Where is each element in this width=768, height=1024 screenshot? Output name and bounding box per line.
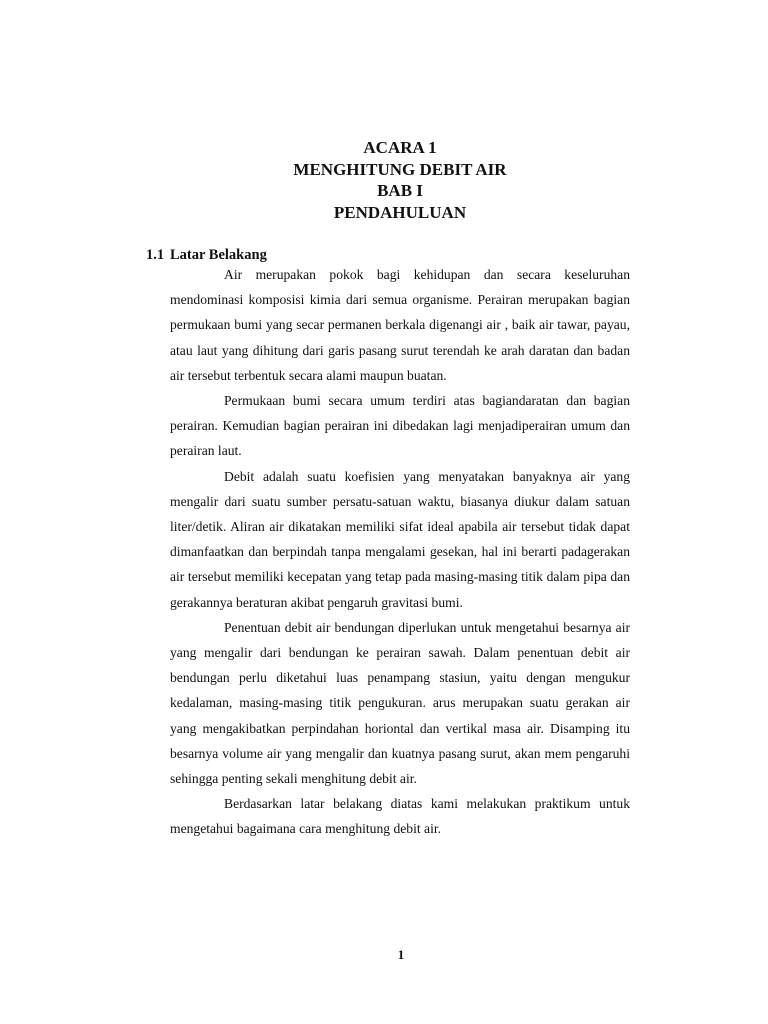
section-number: 1.1	[146, 247, 165, 263]
title-bab: BAB I	[377, 181, 423, 200]
section-title: Latar Belakang	[170, 247, 267, 263]
body-text	[170, 262, 630, 842]
title-acara: ACARA 1	[363, 138, 437, 157]
title-block	[170, 137, 630, 223]
paragraph-3: Debit adalah suatu koefisien yang menyatakan banyaknya air yang mengalir dari suatu sumber persatu-satuan waktu, biasanya diukur dalam satuan liter/detik. Aliran air dikatakan memiliki sifat ideal apabila air tersebut tidak dapat dimanfaatkan dan berpindah tanpa mengalami gesekan, hal ini berarti padagerakan air tersebut memiliki kecepatan yang tetap pada masing-masing titik dalam pipa dan gerakannya beraturan akibat pengaruh gravitasi bumi.	[170, 468, 630, 610]
paragraph-1: Air merupakan pokok bagi kehidupan dan secara keseluruhan mendominasi komposisi kimia dari semua organisme. Perairan merupakan bagian permukaan bumi yang secar permanen berkala digenangi air , baik air tawar, payau, atau laut yang dihitung dari garis pasang surut terendah ke arah daratan dan badan air tersebut terbentuk secara alami maupun buatan.	[170, 267, 630, 383]
page-number: 1	[397, 947, 405, 962]
paragraph-4: Penentuan debit air bendungan diperlukan untuk mengetahui besarnya air yang mengalir dari bendungan ke perairan sawah. Dalam penentuan debit air bendungan perlu diketahui luas penampang stasiun, yaitu dengan mengukur kedalaman, masing-masing titik pengukuran. arus merupakan suatu gerakan air yang mengakibatkan perpindahan horiontal dan vertikal masa air. Disamping itu besarnya volume air yang mengalir dan kuatnya pasang surut, akan mem pengaruhi sehingga penting sekali menghitung debit air.	[170, 619, 630, 787]
title-main: MENGHITUNG DEBIT AIR	[293, 159, 507, 179]
paragraph-2: Permukaan bumi secara umum terdiri atas bagiandaratan dan bagian perairan. Kemudian bagian perairan ini dibedakan lagi menjadiperairan umum dan perairan laut.	[170, 393, 630, 459]
paragraph-5: Berdasarkan latar belakang diatas kami melakukan praktikum untuk mengetahui bagaimana cara menghitung debit air.	[170, 796, 630, 837]
title-chapter: PENDAHULUAN	[333, 202, 467, 222]
